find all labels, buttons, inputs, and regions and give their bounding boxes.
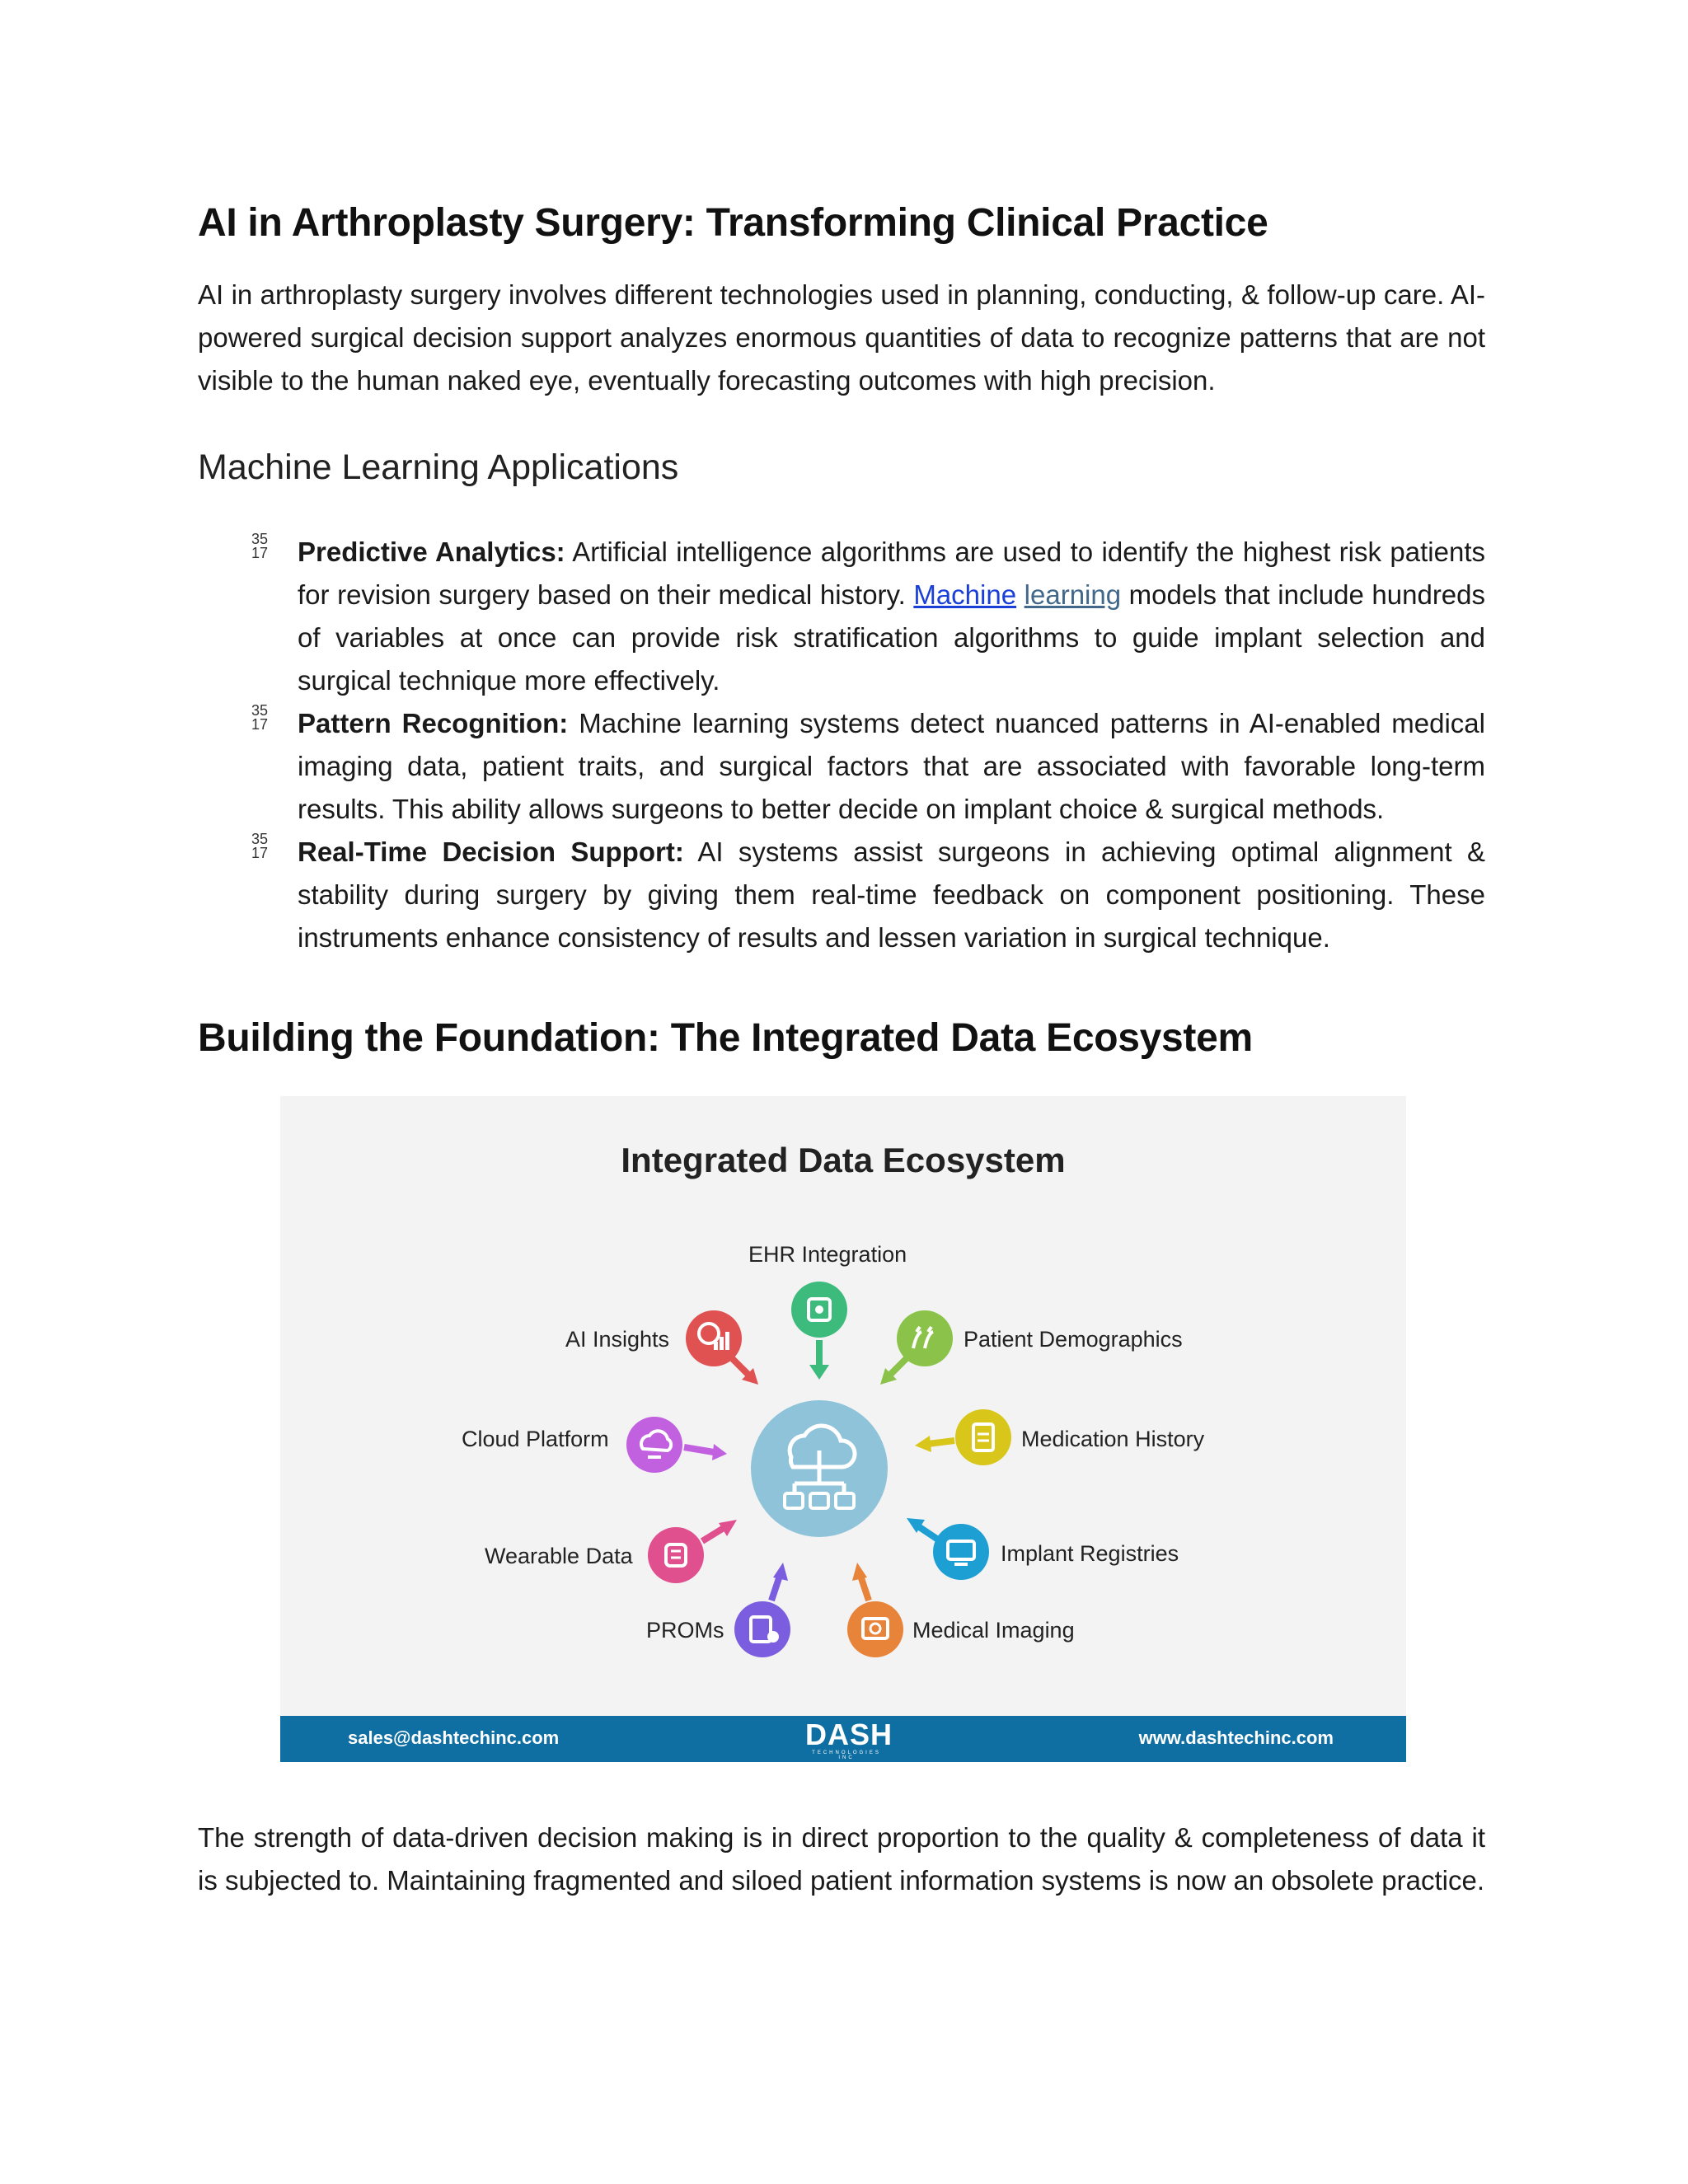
chip-icon bbox=[791, 1282, 847, 1338]
node-label-cloud: Cloud Platform bbox=[462, 1427, 609, 1451]
bullet-pattern-recognition bbox=[247, 702, 1485, 831]
bullet-title: Predictive Analytics: bbox=[298, 537, 565, 567]
form-icon bbox=[734, 1601, 790, 1657]
closing-paragraph: The strength of data-driven decision making is in direct proportion to the quality & completeness of data it is subjected to. Maintaining fragmented and siloed patient information systems is now an obsolete practice. bbox=[198, 1822, 1485, 1896]
node-label-implant: Implant Registries bbox=[1001, 1541, 1179, 1566]
watch-icon bbox=[648, 1527, 704, 1583]
bullet-title: Real-Time Decision Support: bbox=[298, 837, 684, 867]
scan-icon bbox=[847, 1601, 903, 1657]
bullet-text: Real-Time Decision Support: AI systems assist surgeons in achieving optimal alignment & stability during surgery by giving them real-time feedback on component positioning. These instruments enhance consistency of results and lessen variation in surgical technique. bbox=[298, 837, 1485, 953]
page-title: AI in Arthroplasty Surgery: Transforming Clinical Practice bbox=[198, 201, 1268, 245]
node-label-wearable: Wearable Data bbox=[485, 1544, 633, 1568]
bullet-predictive-analytics bbox=[247, 531, 1485, 702]
bullet-marker: 35 17 bbox=[251, 702, 269, 733]
node-label-imaging: Medical Imaging bbox=[912, 1618, 1075, 1643]
node-label-ai-insights: AI Insights bbox=[565, 1327, 670, 1352]
node-label-proms: PROMs bbox=[646, 1618, 724, 1643]
bullet-marker: 35 17 bbox=[251, 831, 269, 861]
machine-learning-link-part1[interactable]: Machine bbox=[913, 579, 1017, 610]
figure-footer-band bbox=[280, 1716, 1406, 1762]
footer-website: www.dashtechinc.com bbox=[1138, 1727, 1334, 1748]
node-label-demographics: Patient Demographics bbox=[964, 1327, 1183, 1352]
bullet-real-time-support bbox=[247, 831, 1485, 959]
node-label-medication: Medication History bbox=[1021, 1427, 1205, 1451]
ecosystem-diagram bbox=[280, 1096, 1406, 1716]
cloud-device-icon bbox=[626, 1417, 682, 1473]
footer-email: sales@dashtechinc.com bbox=[348, 1727, 560, 1748]
prescription-icon bbox=[955, 1409, 1011, 1465]
intro-paragraph: AI in arthroplasty surgery involves different technologies used in planning, conducting, & follow-up care. AI-powered surgical decision support analyzes enormous quantities of data to recognize patterns that are not visible to the human naked eye, eventually forecasting outcomes with high precision. bbox=[198, 279, 1485, 396]
section-heading-foundation: Building the Foundation: The Integrated Data Ecosystem bbox=[198, 1016, 1253, 1060]
bullet-text: Predictive Analytics: Artificial intelligence algorithms are used to identify the highest risk patients for revision surgery based on their medical history. Machine learning models that include hundreds of variables at once can provide risk stratification algorithms to guide implant selection and surgical technique more effectively. bbox=[298, 537, 1486, 696]
dash-logo: DASH TECHNOLOGIES INC bbox=[805, 1718, 893, 1760]
integrated-data-ecosystem-figure bbox=[280, 1096, 1406, 1762]
bullet-title: Pattern Recognition: bbox=[298, 708, 569, 738]
bullet-marker: 35 17 bbox=[251, 531, 269, 561]
monitor-icon bbox=[933, 1524, 989, 1580]
node-label-ehr: EHR Integration bbox=[748, 1242, 907, 1267]
figure-title: Integrated Data Ecosystem bbox=[621, 1141, 1066, 1179]
section-heading-ml: Machine Learning Applications bbox=[198, 448, 679, 487]
bullet-text: Pattern Recognition: Machine learning systems detect nuanced patterns in AI-enabled medical imaging data, patient traits, and surgical factors that are associated with favorable long-term results. This ability allows surgeons to better decide on implant choice & surgical methods. bbox=[298, 708, 1485, 824]
machine-learning-link-part2[interactable]: learning bbox=[1024, 579, 1122, 610]
cloud-network-icon bbox=[751, 1400, 888, 1537]
